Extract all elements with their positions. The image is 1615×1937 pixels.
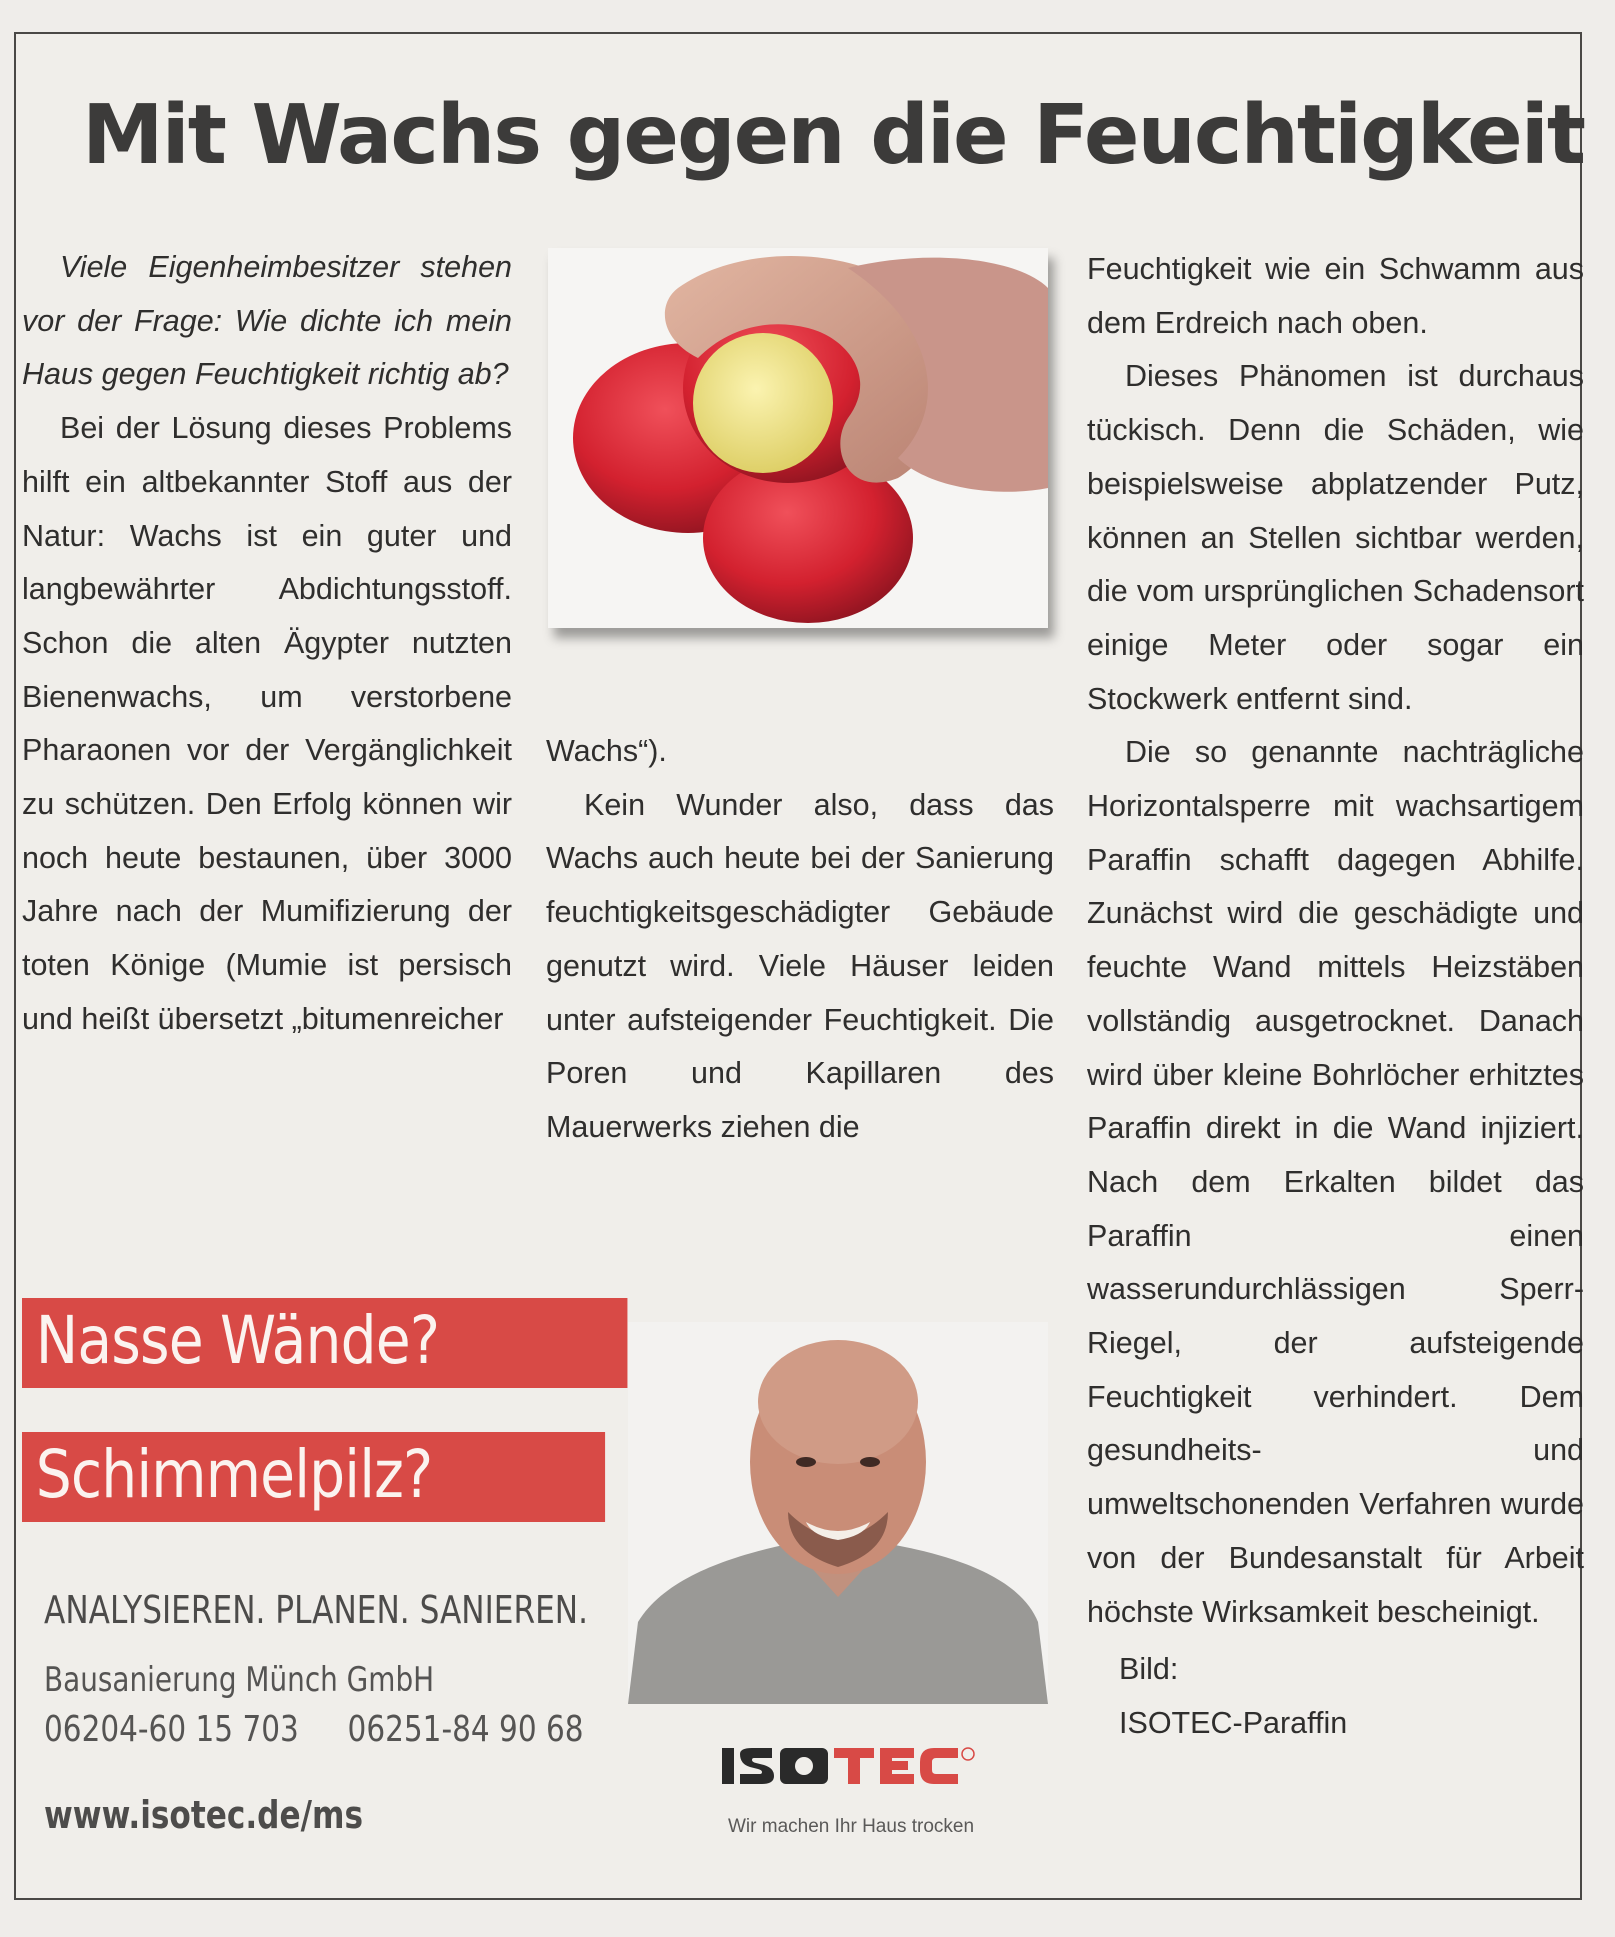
phone-number-2: 06251-84 90 68 <box>347 1709 584 1750</box>
continuation-paragraph: Wachs“). <box>546 734 667 768</box>
phone-number-1: 06204-60 15 703 <box>44 1709 299 1750</box>
column-2 <box>546 725 1054 1155</box>
continuation-paragraph: Feuchtigkeit wie ein Schwamm aus dem Erdreich nach oben. <box>1087 252 1584 340</box>
ad-headline-1: Nasse Wände? <box>22 1298 627 1388</box>
isotec-slogan: Wir machen Ihr Haus trocken <box>728 1816 975 1837</box>
isotec-logo <box>722 1746 1022 1786</box>
ad-headline-2: Schimmelpilz? <box>22 1432 605 1522</box>
ad-company-name: Bausanierung Münch GmbH <box>44 1660 435 1700</box>
lead-paragraph: Viele Eigenheimbesitzer stehen vor der Frage: Wie dichte ich mein Haus gegen Feuchtigkeit richtig ab? <box>22 250 512 392</box>
body-paragraph: Die so genannte nachträgliche Horizontalsperre mit wachsartigem Paraffin schafft dagegen Abhilfe. Zunächst wird die geschädigte und feuchte Wand mittels Heizstäben vollständig ausgetrocknet. Danach wird über kleine Bohrlöcher erhitztes Paraffin direkt in die Wand injiziert. Nach dem Erkalten bildet das Paraffin einen wasserundurchlässigen Sperr-Riegel, der aufsteigende Feuchtigkeit verhindert. Dem gesundheits- und umweltschonenden Verfahren wurde von der Bundesanstalt für Arbeit höchste Wirksamkeit bescheinigt. <box>1087 735 1584 1629</box>
photo-caption <box>1087 1643 1584 1750</box>
ad-phone-numbers <box>44 1709 584 1750</box>
portrait-photo <box>628 1322 1048 1704</box>
body-paragraph: Bei der Lösung dieses Problems hilft ein altbekannter Stoff aus der Natur: Wachs ist ein guter und langbewährter Abdichtungsstoff. Schon die alten Ägypter nutzten Bienenwachs, um verstorbene Pharaonen vor der Vergänglichkeit zu schützen. Den Erfolg können wir noch heute bestaunen, über 3000 Jahre nach der Mumifizierung der toten Könige (Mumie ist persisch und heißt übersetzt „bitumenreicher <box>22 411 512 1036</box>
ad-tagline: ANALYSIEREN. PLANEN. SANIEREN. <box>44 1588 589 1632</box>
body-paragraph: Kein Wunder also, dass das Wachs auch heute bei der Sanierung feuchtigkeitsgeschädigter Gebäude genutzt wird. Viele Häuser leiden unter aufsteigender Feuchtigkeit. Die Poren und Kapillaren des Mauerwerks ziehen die <box>546 787 1054 1144</box>
column-1 <box>22 241 512 1047</box>
caption-label: Bild: <box>1119 1652 1179 1687</box>
caption-source: ISOTEC-Paraffin <box>1119 1705 1348 1740</box>
body-paragraph: Dieses Phänomen ist durchaus tückisch. Denn die Schäden, wie beispielsweise abplatzender Putz, können an Stellen sichtbar werden, die vom ursprünglichen Schadensort einige Meter oder sogar ein Stockwerk entfernt sind. <box>1087 359 1584 716</box>
headline: Mit Wachs gegen die Feuchtigkeit <box>82 88 1585 183</box>
column-3 <box>1087 243 1584 1751</box>
ad-website-link[interactable]: www.isotec.de/ms <box>44 1793 364 1837</box>
wax-cheese-photo <box>548 248 1048 628</box>
